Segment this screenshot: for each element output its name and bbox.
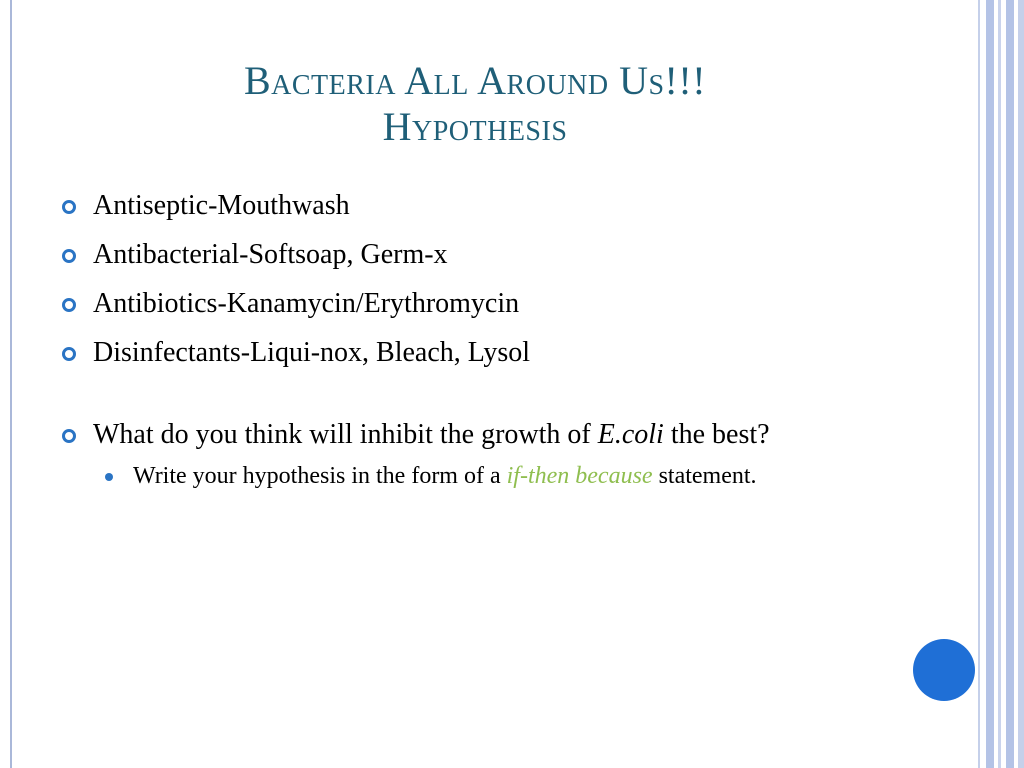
bullet-text: Antibiotics-Kanamycin/Erythromycin (93, 288, 520, 319)
list-item (62, 335, 912, 371)
left-frame-line (10, 0, 12, 768)
ring-bullet-icon (62, 249, 76, 263)
ring-bullet-icon (62, 347, 76, 361)
ring-bullet-icon (62, 200, 76, 214)
sub-text-before: Write your hypothesis in the form of a (133, 463, 507, 489)
right-stripes-decoration (978, 0, 1024, 768)
stripe (978, 0, 980, 768)
question-text-before: What do you think will inhibit the growth of (93, 419, 598, 450)
slide-title (60, 58, 890, 150)
stripe (1006, 0, 1014, 768)
stripe (986, 0, 994, 768)
dot-bullet-icon (105, 473, 113, 481)
sub-text-after: statement. (652, 463, 757, 489)
ring-bullet-icon (62, 429, 76, 443)
sub-bullet-list (93, 459, 912, 493)
list-item (62, 237, 912, 273)
question-text-after: the best? (663, 419, 770, 450)
sub-highlight: if-then because (506, 463, 653, 489)
sub-list-item (93, 459, 912, 493)
title-line-2: Hypothesis (382, 104, 568, 149)
question-emphasis: E.coli (597, 419, 664, 450)
question-item (62, 417, 912, 493)
title-line-1: Bacteria All Around Us!!! (243, 58, 707, 103)
stripe (1018, 0, 1024, 768)
list-item (62, 286, 912, 322)
bullet-text: Antiseptic-Mouthwash (93, 190, 350, 221)
bullet-text: Disinfectants-Liqui-nox, Bleach, Lysol (93, 337, 531, 368)
list-item (62, 188, 912, 224)
bullet-list (62, 188, 912, 506)
circle-decoration (913, 639, 975, 701)
ring-bullet-icon (62, 298, 76, 312)
bullet-text: Antibacterial-Softsoap, Germ-x (93, 239, 448, 270)
stripe (998, 0, 1001, 768)
